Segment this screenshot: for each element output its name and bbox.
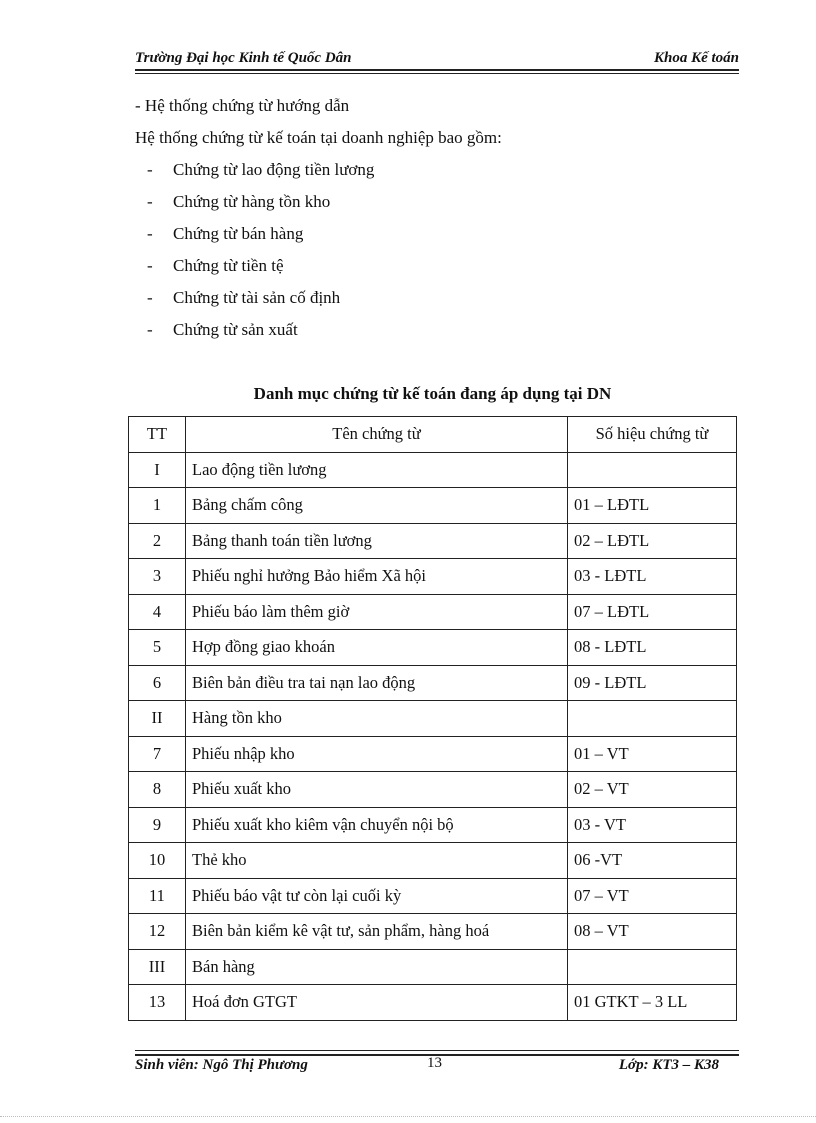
row-document-code: 06 -VT — [568, 843, 737, 879]
page-number: 13 — [427, 1055, 442, 1071]
header-tt: TT — [129, 417, 186, 453]
bullet-item: - Chứng từ sản xuất — [147, 320, 298, 339]
bullet-item: - Chứng từ tài sản cố định — [147, 288, 341, 307]
row-document-code: 02 – LĐTL — [568, 523, 737, 559]
row-document-name: Lao động tiền lương — [186, 452, 568, 488]
table-row — [129, 594, 737, 630]
row-tt: 9 — [129, 807, 186, 843]
row-tt: 11 — [129, 878, 186, 914]
row-tt: 4 — [129, 594, 186, 630]
row-document-code: 03 - VT — [568, 807, 737, 843]
row-document-name: Hợp đồng giao khoán — [186, 630, 568, 666]
row-document-name: Phiếu xuất kho kiêm vận chuyển nội bộ — [186, 807, 568, 843]
row-document-name: Phiếu báo làm thêm giờ — [186, 594, 568, 630]
row-tt: 1 — [129, 488, 186, 524]
subheading: - Hệ thống chứng từ hướng dẫn — [135, 96, 350, 115]
row-document-code — [568, 949, 737, 985]
header-school: Trường Đại học Kinh tế Quốc Dân — [135, 50, 352, 66]
footer-class: Lớp: KT3 – K38 — [618, 1057, 719, 1073]
header-rule-thin — [135, 73, 739, 74]
row-document-code: 01 – VT — [568, 736, 737, 772]
row-document-name: Hoá đơn GTGT — [186, 985, 568, 1021]
bullet-item: - Chứng từ bán hàng — [147, 224, 304, 243]
table-row — [129, 559, 737, 595]
header-faculty: Khoa Kế toán — [653, 50, 739, 66]
bullet-list — [135, 156, 739, 348]
row-document-code — [568, 701, 737, 737]
table-row — [129, 736, 737, 772]
row-tt: 3 — [129, 559, 186, 595]
table-row — [129, 630, 737, 666]
footer-student: Sinh viên: Ngô Thị Phương — [135, 1057, 308, 1073]
row-tt: 2 — [129, 523, 186, 559]
row-document-code: 08 - LĐTL — [568, 630, 737, 666]
bullet-item: - Chứng từ hàng tồn kho — [147, 192, 331, 211]
row-document-code: 03 - LĐTL — [568, 559, 737, 595]
row-document-code: 01 GTKT – 3 LL — [568, 985, 737, 1021]
document-table — [128, 416, 737, 1021]
row-document-name: Thẻ kho — [186, 843, 568, 879]
row-tt: 10 — [129, 843, 186, 879]
table-row — [129, 488, 737, 524]
bullet-item: - Chứng từ lao động tiền lương — [147, 160, 375, 179]
intro-paragraph: Hệ thống chứng từ kế toán tại doanh nghiệp bao gồm: — [135, 128, 502, 147]
header-name: Tên chứng từ — [186, 417, 568, 453]
row-tt: I — [129, 452, 186, 488]
table-body — [129, 452, 737, 1020]
row-document-name: Bảng thanh toán tiền lương — [186, 523, 568, 559]
page-bottom-border — [0, 1116, 816, 1117]
table-row — [129, 665, 737, 701]
bullet-item: - Chứng từ tiền tệ — [147, 256, 284, 275]
header-code: Số hiệu chứng từ — [568, 417, 737, 453]
row-document-name: Bảng chấm công — [186, 488, 568, 524]
page-footer — [135, 1057, 739, 1077]
row-document-name: Hàng tồn kho — [186, 701, 568, 737]
row-document-name: Phiếu xuất kho — [186, 772, 568, 808]
row-document-code: 01 – LĐTL — [568, 488, 737, 524]
table-row — [129, 914, 737, 950]
table-row — [129, 878, 737, 914]
page-header — [135, 50, 739, 70]
row-document-code: 02 – VT — [568, 772, 737, 808]
row-document-code: 07 – VT — [568, 878, 737, 914]
row-tt: 13 — [129, 985, 186, 1021]
header-rule — [135, 69, 739, 71]
table-row — [129, 452, 737, 488]
row-tt: 7 — [129, 736, 186, 772]
row-tt: 12 — [129, 914, 186, 950]
row-document-code — [568, 452, 737, 488]
table-title: Danh mục chứng từ kế toán đang áp dụng tại DN — [253, 384, 612, 403]
footer-rule-thin — [135, 1050, 739, 1051]
row-tt: II — [129, 701, 186, 737]
table-row — [129, 985, 737, 1021]
row-tt: 5 — [129, 630, 186, 666]
row-tt: 6 — [129, 665, 186, 701]
table-row — [129, 807, 737, 843]
row-document-name: Biên bản điều tra tai nạn lao động — [186, 665, 568, 701]
row-document-name: Phiếu nghỉ hưởng Bảo hiểm Xã hội — [186, 559, 568, 595]
table-row — [129, 701, 737, 737]
row-tt: 8 — [129, 772, 186, 808]
table-row — [129, 949, 737, 985]
table-row — [129, 772, 737, 808]
row-document-name: Biên bản kiểm kê vật tư, sản phẩm, hàng hoá — [186, 914, 568, 950]
table-row — [129, 843, 737, 879]
row-document-name: Phiếu báo vật tư còn lại cuối kỳ — [186, 878, 568, 914]
row-document-name: Phiếu nhập kho — [186, 736, 568, 772]
row-document-code: 08 – VT — [568, 914, 737, 950]
row-document-code: 07 – LĐTL — [568, 594, 737, 630]
row-document-code: 09 - LĐTL — [568, 665, 737, 701]
body-text — [135, 92, 739, 348]
row-document-name: Bán hàng — [186, 949, 568, 985]
table-row — [129, 523, 737, 559]
table-header-row — [129, 417, 737, 453]
row-tt: III — [129, 949, 186, 985]
